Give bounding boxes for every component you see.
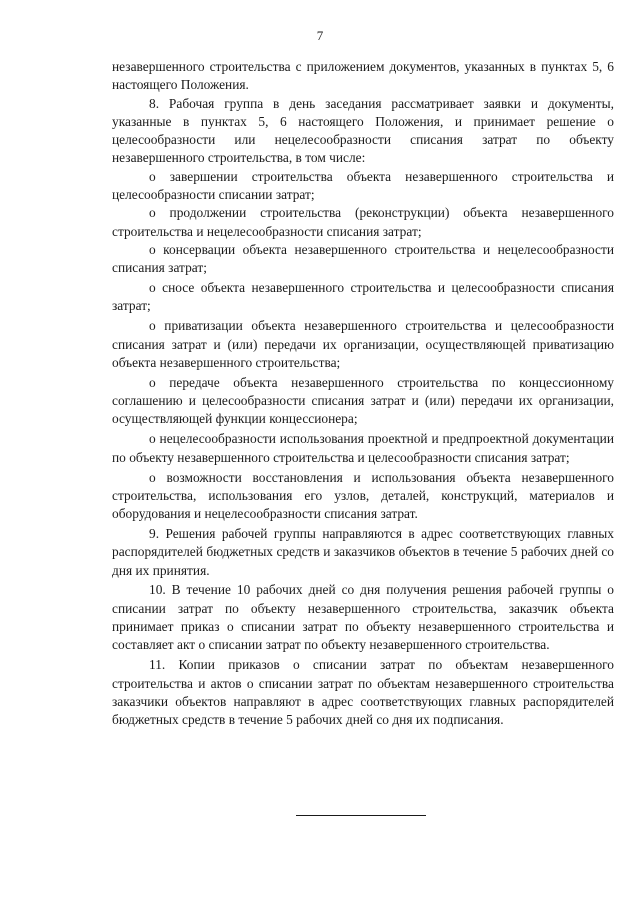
paragraph-concession: о передаче объекта незавершенного строительства по концессионному соглашению и целесообразности списания затрат и (или) передачи их организации, осуществляющей функции концессионера; — [112, 374, 614, 427]
paragraph-item-8: 8. Рабочая группа в день заседания рассматривает заявки и документы, указанные в пунктах 5, 6 настоящего Положения, и принимает решение о целесообразности или нецелесообразности списания затрат по объекту незавершенного строительства, в том числе: — [112, 95, 614, 166]
paragraph-documentation: о нецелесообразности использования проектной и предпроектной документации по объекту незавершенного строительства и целесообразности списания затрат; — [112, 431, 614, 465]
paragraph-demolition: о сносе объекта незавершенного строительства и целесообразности списания затрат; — [112, 280, 614, 314]
paragraph-item-10: 10. В течение 10 рабочих дней со дня получения решения рабочей группы о списании затрат по объекту незавершенного строительства, заказчик объекта принимает приказ о списании затрат по объекту незавершенного строительства и составляет акт о списании затрат по объекту незавершенного строительства. — [112, 582, 614, 653]
paragraph-item-9: 9. Решения рабочей группы направляются в адрес соответствующих главных распорядителей бюджетных средств и заказчиков объектов в течение 5 рабочих дней со дня их принятия. — [112, 525, 614, 578]
paragraph-restoration: о возможности восстановления и использования объекта незавершенного строительства, использования его узлов, деталей, конструкций, материалов и оборудования и нецелесообразности списания затрат. — [112, 469, 614, 522]
paragraph-completion: о завершении строительства объекта незавершенного строительства и целесообразности списании затрат; — [112, 168, 614, 203]
paragraph-continuation-construction: о продолжении строительства (реконструкции) объекта незавершенного строительства и нецелесообразности списания затрат; — [112, 205, 614, 239]
page-number: 7 — [316, 28, 324, 43]
end-separator-line — [296, 815, 426, 816]
paragraph-continuation: незавершенного строительства с приложением документов, указанных в пунктах 5, 6 настоящего Положения. — [112, 59, 614, 93]
document-body — [112, 58, 614, 729]
paragraph-privatization: о приватизации объекта незавершенного строительства и целесообразности списания затрат и (или) передачи их организации, осуществляющей приватизацию объекта незавершенного строительства; — [112, 318, 614, 370]
paragraph-conservation: о консервации объекта незавершенного строительства и нецелесообразности списания затрат; — [112, 241, 614, 276]
paragraph-item-11: 11. Копии приказов о списании затрат по объектам незавершенного строительства и актов о списании затрат по объектам незавершенного строительства заказчики объектов направляют в адрес соответствующих главных распорядителей бюджетных средств в течение 5 рабочих дней со дня их подписания. — [112, 657, 614, 728]
